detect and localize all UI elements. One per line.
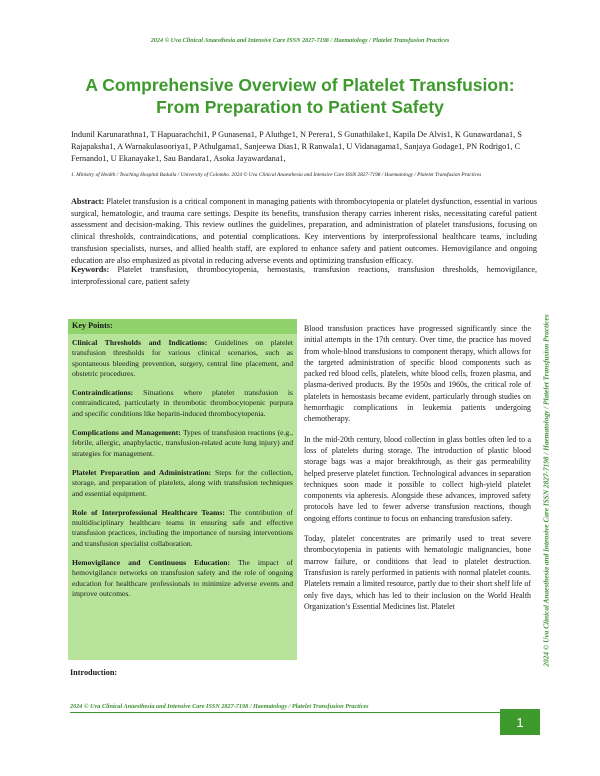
footer-rule xyxy=(70,712,500,713)
key-point xyxy=(72,338,293,379)
author-list: Indunil Karunarathna1, T Hapuarachchi1, P Gunasena1, P Aluthge1, N Perera1, S Gunathilake1, Kapila De Alvis1, K Gunawardana1, S Rajapaksha1, A Warnakulasooriya1, P Athulgama1, Sanjeewa Dias1, R Ranwala1, U Vidanagama1, Sanjaya Godage1, PN Rodrigo1, C Fernando1, U Ekanayake1, Sau Bandara1, Asoka Jayawardana1, xyxy=(71,130,522,164)
abstract-label: Abstract: xyxy=(71,197,105,206)
body-paragraph: Blood transfusion practices have progressed significantly since the initial attempts in the 17th century. Over time, the practice has moved from whole-blood transfusions to component therapy, which allows for the targeted administration of specific blood components such as packed red blood cells, platelets, white blood cells, frozen plasma, and plasma-derived products. By the 1950s and 1960s, the critical role of platelets in hemostasis became evident, particularly through studies on hemorrhagic complications in leukemia patients undergoing chemotherapy. xyxy=(304,324,531,424)
abstract-text: Platelet transfusion is a critical component in managing patients with thrombocytopenia or platelet dysfunction, essential in various surgical, hematologic, and trauma care settings. Despite its benefits, transfusion therapy carries inherent risks, necessitating careful patient assessment and decision-making. This review outlines the guidelines, preparation, and administration of platelet transfusions, focusing on clinical thresholds, contraindications, and potential complications. Key interventions by interprofessional healthcare teams, including transfusion specialists, nurses, and allied health staff, are explored to enhance safety and patient outcomes. Hemovigilance and ongoing education are also emphasized as pivotal in reducing adverse events and optimizing transfusion efficacy. xyxy=(71,197,537,265)
side-text-label: 2024 © Uva Clinical Anaesthesia and Intensive Care ISSN 2827-7198 / Haematology / Platelet Transfusion Practices xyxy=(541,313,551,667)
key-point-title: Platelet Preparation and Administration: xyxy=(72,467,212,477)
key-point-title: Hemovigilance and Continuous Education: xyxy=(72,558,231,568)
affiliation: 1. Ministry of Health / Teaching Hospital Badulla / University of Colombo. 2024 © Uva Clinical Anaesthesia and Intensive Care ISSN 2827-7198 / Haematology / Platelet Transfusion Practices xyxy=(71,172,482,178)
keywords xyxy=(71,264,537,287)
key-point xyxy=(72,428,293,459)
title-line-1: A Comprehensive Overview of Platelet Transfusion: xyxy=(85,75,515,95)
key-point xyxy=(72,508,293,549)
key-point-text: Situations where platelet transfusion is contraindicated, particularly in thrombotic thrombocytopenic purpura and specific conditions like heparin-induced thrombocytopenia. xyxy=(72,388,293,418)
introduction-heading: Introduction: xyxy=(70,668,118,677)
key-point xyxy=(72,558,293,599)
key-point-title: Role of Interprofessional Healthcare Teams: xyxy=(72,507,225,517)
paper-title xyxy=(40,74,560,118)
body-text-column xyxy=(304,323,531,621)
key-point-text: Steps for the collection, storage, and preparation of platelets, along with transfusion techniques and essential equipment. xyxy=(72,467,293,498)
key-point-text: Types of transfusion reactions (e.g., febrile, allergic, anaphylactic, transfusion-related acute lung injury) and strategies for management. xyxy=(72,428,293,458)
key-point-text: The impact of hemovigilance networks on transfusion safety and the role of ongoing education for healthcare professionals to minimize adverse events and improve outcomes. xyxy=(72,558,293,598)
vertical-side-text xyxy=(536,270,556,710)
footer-text: 2024 © Uva Clinical Anaesthesia and Intensive Care ISSN 2827-7198 / Haematology / Platelet Transfusion Practices xyxy=(70,703,369,710)
key-point-title: Clinical Thresholds and Indications: xyxy=(72,338,208,347)
key-point xyxy=(72,468,293,499)
key-point xyxy=(72,388,293,419)
key-points-list xyxy=(68,334,297,599)
key-point-title: Complications and Management: xyxy=(72,428,181,438)
key-point-title: Contraindications: xyxy=(72,388,134,398)
keywords-label: Keywords: xyxy=(71,265,110,274)
key-points-box xyxy=(68,319,297,660)
running-header: 2024 © Uva Clinical Anaesthesia and Intensive Care ISSN 2827-7198 / Haematology / Platelet Transfusion Practices xyxy=(150,37,450,44)
title-line-2: From Preparation to Patient Safety xyxy=(156,97,444,117)
body-paragraph: Today, platelet concentrates are primarily used to treat severe thrombocytopenia in patients with hematologic malignancies, bone marrow failure, or conditions that lead to platelet destruction. Transfusion is rarely performed in patients with normal platelet counts. Platelets remain a limited resource, partly due to their short shelf life of only five days, which has led to their inclusion on the World Health Organization’s Essential Medicines list. Platelet xyxy=(304,534,531,611)
body-paragraph: In the mid-20th century, blood collection in glass bottles often led to a loss of platelets during storage. The introduction of plastic blood storage bags was a major breakthrough, as their gas permeability helped preserve platelet function. Technological advances in separation techniques soon made it possible to collect high-yield platelet components via apheresis. Alongside these advances, improved safety protocols have led to fewer adverse transfusion reactions, though ongoing efforts continue to focus on enhancing transfusion safety. xyxy=(304,434,531,523)
key-point-text: Guidelines on platelet transfusion thresholds for various clinical scenarios, such as spontaneous bleeding prevention, surgery, central line placement, and obstetric procedures. xyxy=(72,338,293,378)
abstract xyxy=(71,196,537,266)
keywords-text: Platelet transfusion, thrombocytopenia, hemostasis, transfusion reactions, transfusion thresholds, hemovigilance, interprofessional care, patient safety xyxy=(71,265,537,286)
key-point-text: The contribution of multidisciplinary healthcare teams in ensuring safe and effective transfusion practices, including the importance of nursing interventions and transfusion specialist collaboration. xyxy=(72,507,293,548)
page-number: 1 xyxy=(500,709,540,735)
key-points-heading: Key Points: xyxy=(68,319,297,334)
